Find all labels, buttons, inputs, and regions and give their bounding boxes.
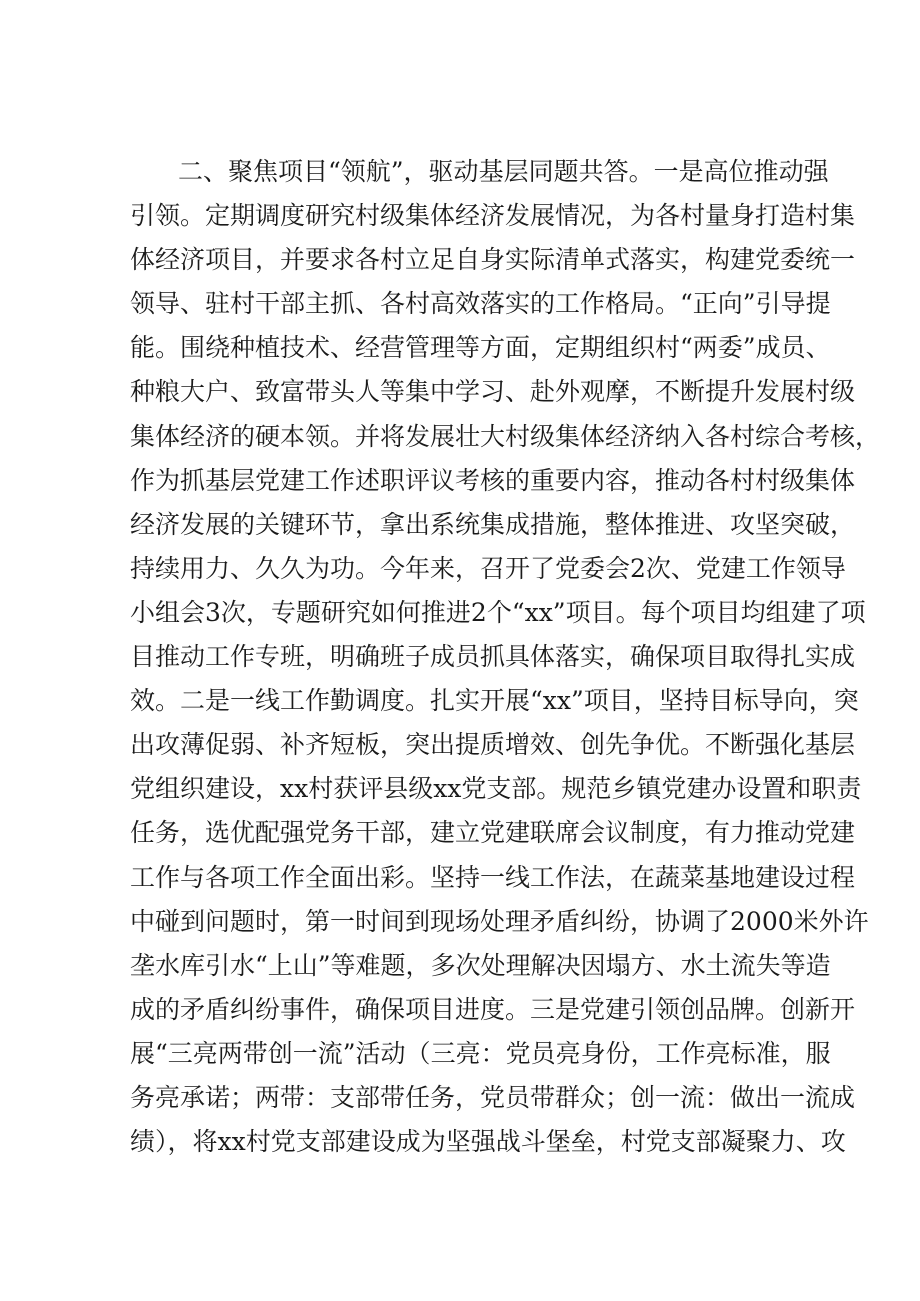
paragraph-line: 务亮承诺；两带：支部带任务，党员带群众；创一流：做出一流成 bbox=[130, 1082, 856, 1112]
paragraph-line: 目推动工作专班，明确班子成员抓具体落实，确保项目取得扎实成 bbox=[130, 642, 856, 672]
body-paragraph bbox=[130, 150, 881, 1164]
paragraph-line: 工作与各项工作全面出彩。坚持一线工作法，在蔬菜基地建设过程 bbox=[130, 862, 856, 892]
paragraph-line: 出攻薄促弱、补齐短板，突出提质增效、创先争优。不断强化基层 bbox=[130, 730, 856, 760]
paragraph-line: 效。二是一线工作勤调度。扎实开展“xx”项目，坚持目标导向，突 bbox=[130, 686, 859, 716]
paragraph-line: 成的矛盾纠纷事件，确保项目进度。三是党建引领创品牌。创新开 bbox=[130, 994, 856, 1024]
paragraph-line: 二、聚焦项目“领航”，驱动基层同题共答。一是高位推动强 bbox=[178, 157, 829, 186]
paragraph-line: 作为抓基层党建工作述职评议考核的重要内容，推动各村村级集体 bbox=[130, 465, 856, 495]
paragraph-line: 小组会3次，专题研究如何推进2个“xx”项目。每个项目均组建了项 bbox=[130, 597, 866, 627]
paragraph-line: 持续用力、久久为功。今年来，召开了党委会2次、党建工作领导 bbox=[130, 553, 846, 583]
paragraph-line: 展“三亮两带创一流”活动（三亮：党员亮身份，工作亮标准，服 bbox=[130, 1038, 831, 1068]
paragraph-line: 集体经济的硬本领。并将发展壮大村级集体经济纳入各村综合考核， bbox=[130, 421, 881, 451]
paragraph-line: 引领。定期调度研究村级集体经济发展情况，为各村量身打造村集 bbox=[130, 201, 856, 231]
paragraph-line: 能。围绕种植技术、经营管理等方面，定期组织村“两委”成员、 bbox=[130, 333, 831, 363]
paragraph-line: 中碰到问题时，第一时间到现场处理矛盾纠纷，协调了2000米外许 bbox=[130, 906, 869, 936]
paragraph-line: 党组织建设，xx村获评县级xx党支部。规范乡镇党建办设置和职责 bbox=[130, 774, 862, 804]
paragraph-line: 领导、驻村干部主抓、各村高效落实的工作格局。“正向”引导提 bbox=[130, 289, 831, 319]
paragraph-line: 经济发展的关键环节，拿出系统集成措施，整体推进、攻坚突破， bbox=[130, 509, 856, 539]
paragraph-line: 体经济项目，并要求各村立足自身实际清单式落实，构建党委统一 bbox=[130, 245, 856, 275]
paragraph-line: 垄水库引水“上山”等难题，多次处理解决因塌方、水土流失等造 bbox=[130, 950, 831, 980]
paragraph-line: 任务，选优配强党务干部，建立党建联席会议制度，有力推动党建 bbox=[130, 818, 856, 848]
paragraph-line: 种粮大户、致富带头人等集中学习、赴外观摩，不断提升发展村级 bbox=[130, 377, 856, 407]
paragraph-line: 绩），将xx村党支部建设成为坚强战斗堡垒，村党支部凝聚力、攻 bbox=[130, 1127, 846, 1157]
